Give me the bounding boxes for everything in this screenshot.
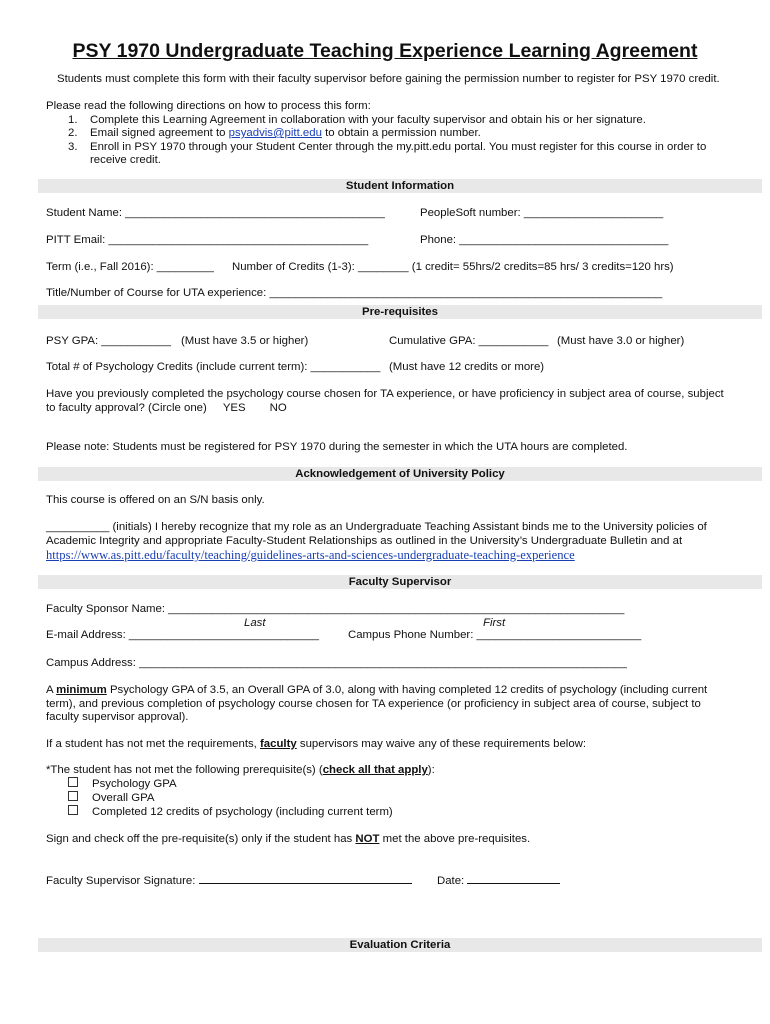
faculty-sponsor-name-field[interactable]: Faculty Sponsor Name: ________________________________________________________________________ xyxy=(46,603,625,615)
psy-gpa-field[interactable]: PSY GPA: ___________ xyxy=(46,335,171,347)
phone-field[interactable]: Phone: _________________________________ xyxy=(420,234,669,246)
faculty-supervisor-header: Faculty Supervisor xyxy=(38,575,762,589)
initials-statement-line-1[interactable]: __________ (initials) I hereby recognize that my role as an Undergraduate Teaching Assistant binds me to the University policies of xyxy=(46,521,707,533)
email-link[interactable]: psyadvis@pitt.edu xyxy=(228,127,322,139)
total-credits-field[interactable]: Total # of Psychology Credits (include current term): ___________ xyxy=(46,361,381,373)
yes-option[interactable]: YES xyxy=(222,402,246,414)
prior-course-question-line-1: Have you previously completed the psychology course chosen for TA experience, or have proficiency in subject area of course, subject xyxy=(46,388,724,400)
requirements-line-3: faculty supervisor approval). xyxy=(46,711,189,723)
credits-field[interactable]: Number of Credits (1-3): ________ (1 credit= 55hrs/2 credits=85 hrs/ 3 credits=120 hrs) xyxy=(232,261,674,273)
step-2-text: Email signed agreement to psyadvis@pitt.edu to obtain a permission number. xyxy=(90,127,481,139)
step-2-number: 2. xyxy=(68,127,78,139)
directions-heading: Please read the following directions on how to process this form: xyxy=(46,100,371,112)
first-name-caption: First xyxy=(483,617,506,629)
sn-basis-text: This course is offered on an S/N basis only. xyxy=(46,494,265,506)
university-policy-header: Acknowledgement of University Policy xyxy=(38,467,762,481)
registration-note: Please note: Students must be registered for PSY 1970 during the semester in which the UTA hours are completed. xyxy=(46,441,628,453)
course-title-field[interactable]: Title/Number of Course for UTA experience: ______________________________________________________________ xyxy=(46,287,663,299)
not-met-prerequisites-text: *The student has not met the following prerequisite(s) (check all that apply): xyxy=(46,764,435,776)
prerequisites-header: Pre-requisites xyxy=(38,305,762,319)
requirements-line-1: A minimum Psychology GPA of 3.5, an Overall GPA of 3.0, along with having completed 12 credits of psychology (including current xyxy=(46,684,708,696)
pitt-email-field[interactable]: PITT Email: _________________________________________ xyxy=(46,234,369,246)
checkbox-icon[interactable] xyxy=(68,777,78,787)
total-credits-note: (Must have 12 credits or more) xyxy=(389,361,545,373)
checkbox-item-psychology-gpa[interactable]: Psychology GPA xyxy=(68,777,177,791)
policy-url-link[interactable]: https://www.as.pitt.edu/faculty/teaching/guidelines-arts-and-sciences-undergraduate-teaching-experience xyxy=(46,548,575,562)
step-1-number: 1. xyxy=(68,114,78,126)
date-field[interactable]: Date: xyxy=(437,872,560,888)
last-name-caption: Last xyxy=(244,617,266,629)
page-title: PSY 1970 Undergraduate Teaching Experience Learning Agreement xyxy=(72,40,698,62)
sign-instruction-text: Sign and check off the pre-requisite(s) only if the student has NOT met the above pre-requisites. xyxy=(46,833,531,845)
cumulative-gpa-note: (Must have 3.0 or higher) xyxy=(557,335,685,347)
cumulative-gpa-field[interactable]: Cumulative GPA: ___________ xyxy=(389,335,549,347)
intro-text: Students must complete this form with their faculty supervisor before gaining the permission number to register for PSY 1970 credit. xyxy=(57,73,720,85)
student-information-header: Student Information xyxy=(38,179,762,193)
faculty-signature-field[interactable]: Faculty Supervisor Signature: xyxy=(46,872,412,888)
checkbox-icon[interactable] xyxy=(68,791,78,801)
initials-statement-line-2: Academic Integrity and appropriate Faculty-Student Relationships as outlined in the University’s Undergraduate Bulletin and at xyxy=(46,535,683,547)
step-1-text: Complete this Learning Agreement in collaboration with your faculty supervisor and obtain his or her signature. xyxy=(90,114,646,126)
peoplesoft-number-field[interactable]: PeopleSoft number: ______________________ xyxy=(420,207,664,219)
no-option[interactable]: NO xyxy=(269,402,287,414)
waive-requirements-text: If a student has not met the requirements, faculty supervisors may waive any of these requirements below: xyxy=(46,738,587,750)
evaluation-criteria-header: Evaluation Criteria xyxy=(38,938,762,952)
psy-gpa-note: (Must have 3.5 or higher) xyxy=(181,335,309,347)
date-line[interactable] xyxy=(467,872,560,884)
checkbox-icon[interactable] xyxy=(68,805,78,815)
campus-address-field[interactable]: Campus Address: _____________________________________________________________________________ xyxy=(46,657,627,669)
step-3-line-2: receive credit. xyxy=(90,154,161,166)
student-name-field[interactable]: Student Name: _________________________________________ xyxy=(46,207,385,219)
signature-line[interactable] xyxy=(199,872,412,884)
step-3-line-1: Enroll in PSY 1970 through your Student Center through the my.pitt.edu portal. You must register for this course in order to xyxy=(90,141,707,153)
step-3-number: 3. xyxy=(68,141,78,153)
term-field[interactable]: Term (i.e., Fall 2016): _________ xyxy=(46,261,214,273)
requirements-line-2: term), and previous completion of psychology course chosen for TA experience (or proficiency in subject area of course, subject to xyxy=(46,698,701,710)
campus-phone-field[interactable]: Campus Phone Number: __________________________ xyxy=(348,629,642,641)
faculty-email-field[interactable]: E-mail Address: ______________________________ xyxy=(46,629,319,641)
prior-course-question-line-2: to faculty approval? (Circle one) YES NO xyxy=(46,402,287,414)
checkbox-item-psychology-credits[interactable]: Completed 12 credits of psychology (including current term) xyxy=(68,805,393,819)
checkbox-item-overall-gpa[interactable]: Overall GPA xyxy=(68,791,154,805)
